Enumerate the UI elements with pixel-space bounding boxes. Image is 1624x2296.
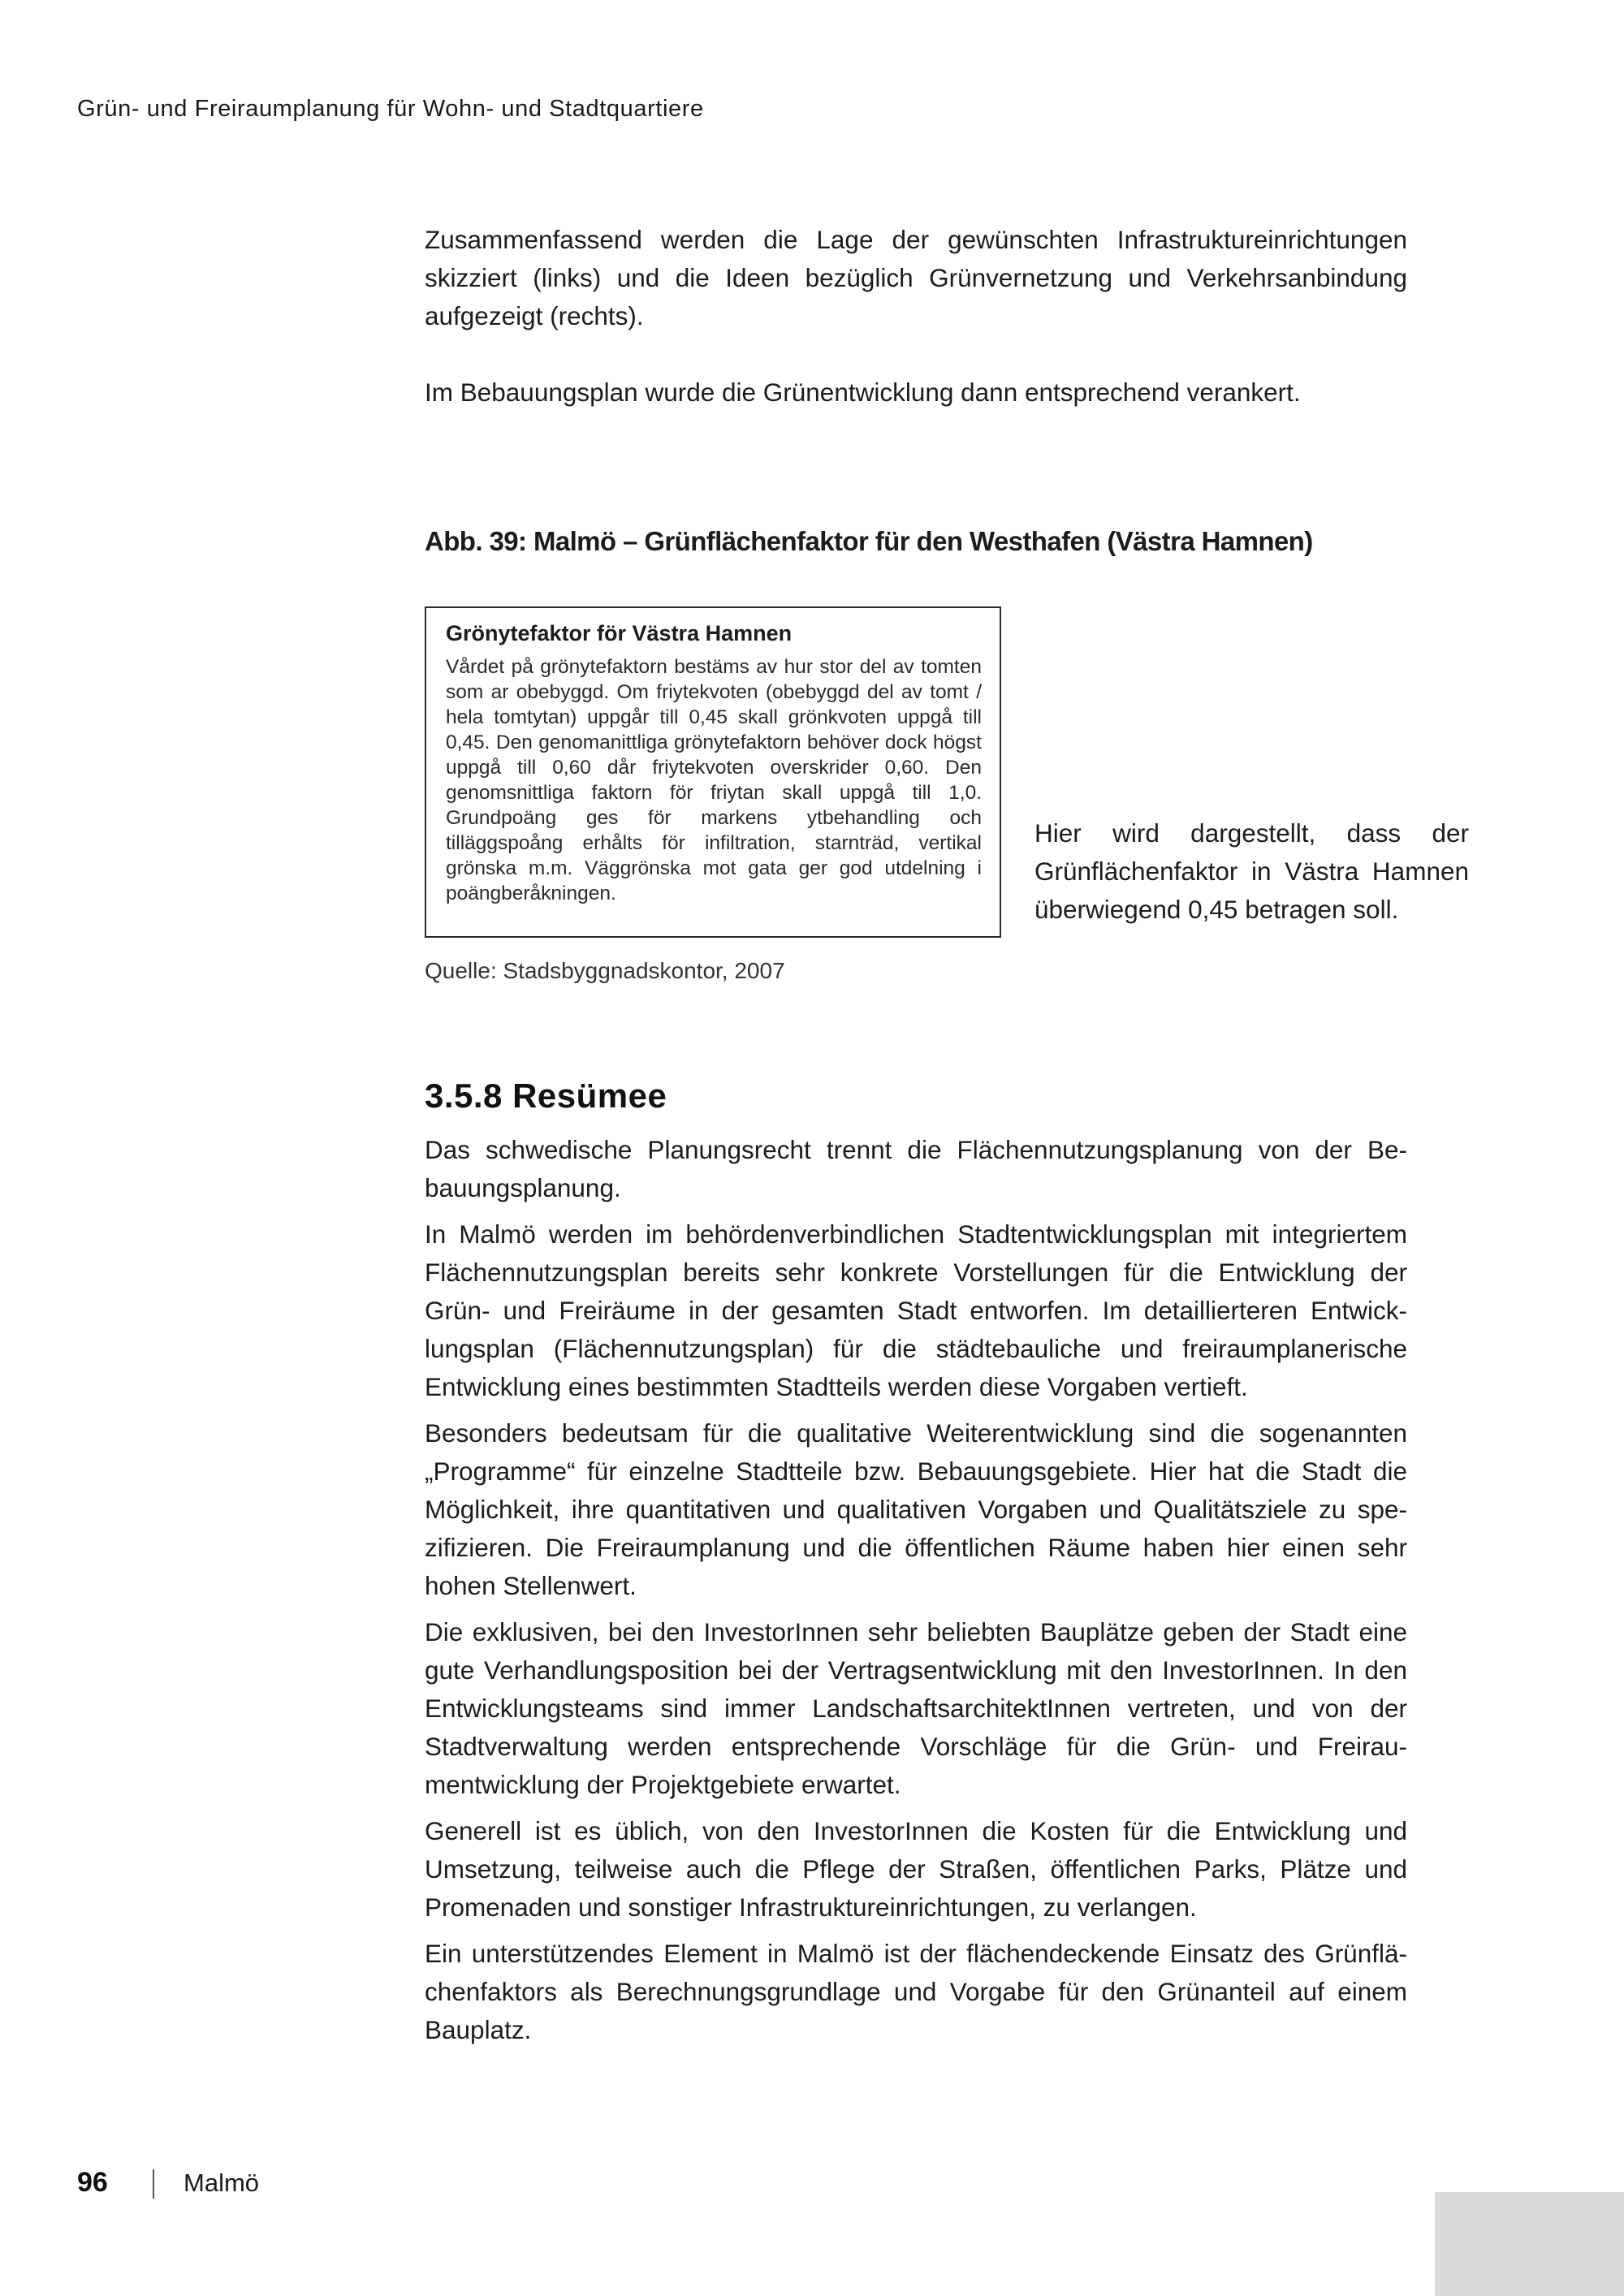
figure-side-note: Hier wird dargestellt, dass der Grünflächenfaktor in Västra Hamnen überwiegend 0,45 betragen soll. <box>1034 818 1469 924</box>
intro-text <box>425 221 1407 412</box>
corner-tab <box>1435 2192 1624 2296</box>
intro-paragraph: Im Bebauungsplan wurde die Grünentwicklung dann entsprechend verankert. <box>425 378 1301 407</box>
footer-chapter: Malmö <box>184 2169 260 2197</box>
page-number: 96 <box>77 2167 108 2198</box>
figure-source: Quelle: Stadsbyggnadskontor, 2007 <box>425 958 785 983</box>
section-heading: 3.5.8 Resümee <box>425 1077 667 1115</box>
body-paragraph: Besonders bedeutsam für die qualitative Weiterentwicklung sind die sogenannten „Programme“ für einzelne Stadtteile bzw. Bebauungsgebiete. Hier hat die Stadt die Möglichkeit, ihre quantitativen und qualitativen Vorgaben und Qualitätsziele zu spezifizieren. Die Freiraumplanung und die öffentlichen Räume haben hier einen sehr hohen Stellenwert. <box>425 1418 1407 1600</box>
figure-box <box>425 606 1001 938</box>
body-paragraph: Ein unterstützendes Element in Malmö ist der flächendeckende Einsatz des Grünflächenfaktors als Berechnungsgrundlage und Vorgabe für den Grünanteil auf einem Bauplatz. <box>425 1939 1407 2044</box>
figure-box-text: Vårdet på grönytefaktorn bestäms av hur stor del av tomten som ar obebyggd. Om friytekvoten (obebyggd del av tomt / hela tomtytan) uppgår till 0,45 skall grönkvoten uppgå till 0,45. Den genomanittliga grönytefaktorn behöver dock högst uppgå till 0,60 dår friytekvoten overskrider 0,60. Den genomsnittliga faktorn för friytan skall uppgå till 1,0. Grundpoäng ges för markens ytbehandling och tilläggspoång erhålts för infiltration, starnträd, vertikal grönska m.m. Väggrönska mot gata ger god utdelning i poängberåkningen. <box>446 656 982 904</box>
running-header: Grün- und Freiraumplanung für Wohn- und Stadtquartiere <box>77 96 704 122</box>
figure-caption: Abb. 39: Malmö – Grünflächenfaktor für den Westhafen (Västra Hamnen) <box>425 526 1313 556</box>
body-paragraph: Das schwedische Planungsrecht trennt die Flächennutzungsplanung von der Bebauungsplanung. <box>425 1135 1407 1202</box>
body-paragraph: Die exklusiven, bei den InvestorInnen sehr beliebten Bauplätze geben der Stadt eine gute Verhandlungsposition bei der Vertragsentwicklung mit den InvestorInnen. In den Entwicklungsteams sind immer LandschaftsarchitektInnen vertreten, und von der Stadtverwaltung werden entsprechende Vorschläge für die Grün- und Freiraumentwicklung der Projektgebiete erwartet. <box>425 1617 1407 1799</box>
intro-paragraph: Zusammenfassend werden die Lage der gewünschten Infrastruktureinrichtungen skizziert (links) und die Ideen bezüglich Grünvernetzung und Verkehrsanbindung aufgezeigt (rechts). <box>425 225 1407 330</box>
body-paragraph: Generell ist es üblich, von den InvestorInnen die Kosten für die Entwicklung und Umsetzung, teilweise auch die Pflege der Straßen, öffentlichen Parks, Plätze und Promenaden und sonstiger Infrastruktureinrichtungen, zu verlangen. <box>425 1816 1407 1922</box>
figure-box-title: Grönytefaktor för Västra Hamnen <box>446 621 793 645</box>
footer-divider <box>153 2169 154 2199</box>
section-body <box>425 1131 1407 2049</box>
body-paragraph: In Malmö werden im behördenverbindlichen Stadtentwicklungsplan mit integriertem Flächennutzungsplan bereits sehr konkrete Vorstellungen für die Entwicklung der Grün- und Freiräume in der gesamten Stadt entworfen. Im detaillierteren Entwicklungsplan (Flächennutzungsplan) für die städtebauliche und freiraumplanerische Entwicklung eines bestimmten Stadtteils werden diese Vorgaben vertieft. <box>425 1219 1407 1401</box>
